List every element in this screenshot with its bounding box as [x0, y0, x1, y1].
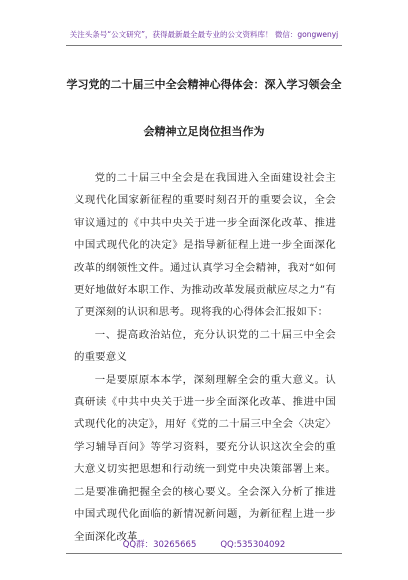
footer-contact: [0, 538, 408, 550]
intro-paragraph: 党的二十届三中全会是在我国进入全面建设社会主义现代化国家新征程的重要时刻召开的重要会议，全会审议通过的《中共中央关于进一步全面深化改革、推进中国式现代化的决定》是指导新征程上进一步全面深化改革的纲领性文件。通过认真学习全会精神，我对“如何更好地做好本职工作、为推动改革发展贡献应尽之力”有了更深刻的认识和思考。现将我的心得体会汇报如下：: [74, 172, 336, 319]
document-title-line-2: 会精神立足岗位担当作为: [143, 125, 265, 138]
document-body: [74, 167, 336, 548]
footer-qq-group: QQ群：30265665: [122, 540, 197, 550]
document-title-line-1: 学习党的二十届三中全会精神心得体会：深入学习领会全: [66, 78, 342, 91]
footer-divider: [66, 553, 342, 554]
header-promo-note: 关注头条号“公文研究”，获得最新最全最专业的公文资料库！ 微信：gongwenyj: [69, 30, 339, 39]
footer-qq-number: QQ:535304092: [220, 540, 286, 550]
section-1-paragraph: 一是要原原本本学，深刻理解全会的重大意义。认真研读《中共中央关于进一步全面深化改革、推进中国式现代化的决定》，用好《党的二十届三中全会〈决定〉学习辅导百问》等学习资料，要充分认识这次全会的重大意义切实把思想和行动统一到党中央决策部署上来。二是要准确把握全会的核心要义。全会深入分析了推进中国式现代化面临的新情况新问题，为新征程上进一步全面深化改革: [74, 373, 336, 543]
header-divider: [66, 45, 342, 46]
section-heading-1: 一、提高政治站位，充分认识党的二十届三中全会的重要意义: [74, 328, 336, 364]
